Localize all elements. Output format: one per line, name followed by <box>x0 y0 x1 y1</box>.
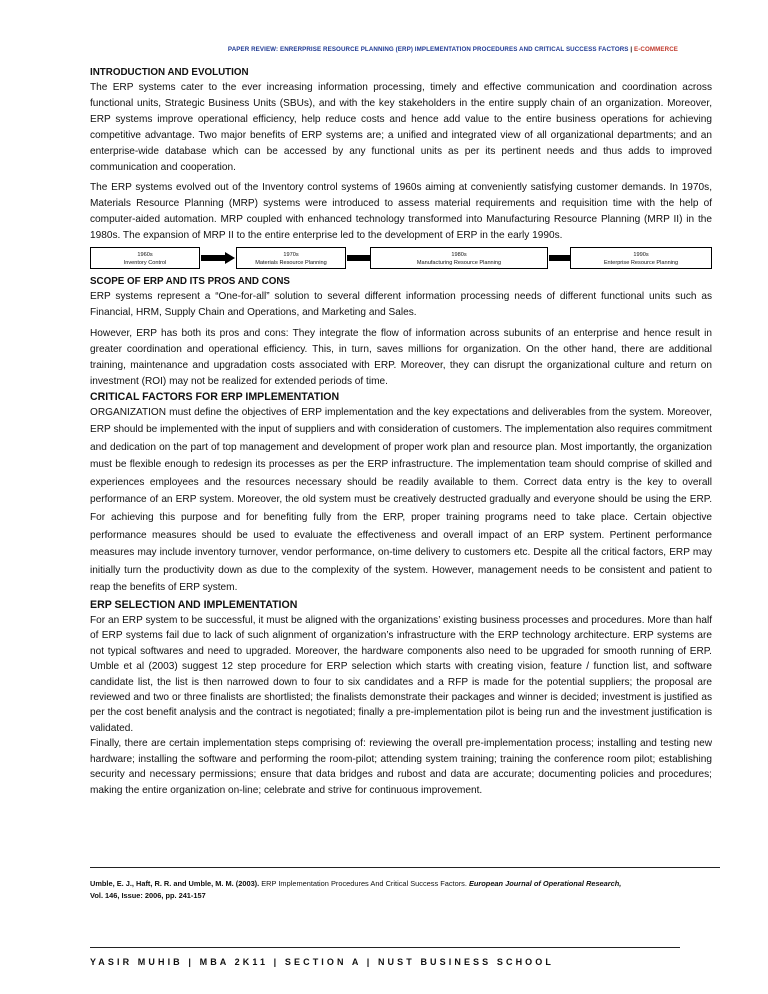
citation-divider <box>90 867 720 868</box>
timeline-label: Inventory Control <box>123 260 167 267</box>
intro-paragraph-2: The ERP systems evolved out of the Inventory control systems of 1960s aiming at conveniently satisfying customer demands. In 1970s, Materials Resource Planning (MRP) systems were introduced to assess material requirements and requisition time with the help of computer-aided automation. MRP coupled with enhanced technology transformed into Manufacturing Resource Planning (MRP II) in the 1980s. The expansion of MRP II to the entire enterprise led to the development of ERP in the early 1990s. <box>90 182 712 242</box>
arrow-right-icon <box>201 252 235 264</box>
page-footer: YASIR MUHIB | MBA 2K11 | SECTION A | NUST BUSINESS SCHOOL <box>90 957 554 967</box>
scope-paragraph-1: ERP systems represent a “One-for-all” solution to several different information processing needs of different functional units such as Financial, HRM, Supply Chain and Operations, and Marketing and Sales. <box>90 291 712 318</box>
selection-paragraph-1: For an ERP system to be successful, it must be aligned with the organizations’ existing business processes and procedures. More than half of ERP systems fail due to lack of such alignment of organization’s infrastructure with the ERP technology architecture. ERP systems are not typical softwares and need to upgraded. Moreover, the hardware components also need to be upgraded for smooth running of ERP. Umble et al (2003) suggest 12 step procedure for ERP selection which starts with creating vision, feature / function list, and software candidate list, the list is then narrowed down to four to six candidates and a RFP is made for the potential suppliers; the proposal are reviewed and two or three finalists are shortlisted; the finalists demonstrate their packages and winner is decided; investment is justified as per the cost benefit analysis and the contract is negotiated; finally a pre-implementation pilot is being run and the investment justification is validated. <box>90 615 712 734</box>
section-heading-selection: ERP SELECTION AND IMPLEMENTATION <box>90 599 298 612</box>
citation-journal: European Journal of Operational Research, <box>468 879 622 888</box>
timeline-box-1960s <box>90 247 200 269</box>
erp-evolution-timeline <box>90 246 712 274</box>
citation-details: Vol. 146, Issue: 2006, pp. 241-157 <box>90 891 206 900</box>
reference-citation <box>90 878 710 902</box>
critical-paragraph: ORGANIZATION must define the objectives of ERP implementation and the key expectations and deliverables from the system. Moreover, ERP should be implemented with the input of suppliers and with consideration of customers. The implementation also requires commitment and dedication on the part of top management and development of proper work plan and resource plan. Most importantly, the organization must be flexible enough to redesign its processes as per the ERP infrastructure. The implementation team should comprise of skilled and experiences employees and the resources necessary should be readily available to them. Correct data entry is the key to overall performance of an ERP system. Moreover, the old system must be creatively destructed gradually and everyone should be using the ERP. For achieving this purpose and for benefiting fully from the ERP, proper training programs need to take place. Certain objective performance measures should be used to evaluate the effectiveness and overall impact of an ERP system. Pertinent performance measures may include inventory turnover, vendor performance, on-time delivery to customers etc. Despite all the critical factors, ERP may initially turn the productivity down as due to the complexity of the system. However, management needs to be consistent and patient to reap the benefits of ERP system. <box>90 406 712 594</box>
section-heading-critical: CRITICAL FACTORS FOR ERP IMPLEMENTATION <box>90 390 340 403</box>
timeline-year: 1970s <box>283 252 299 259</box>
timeline-label: Materials Resource Planning <box>255 260 327 267</box>
running-header <box>228 46 678 53</box>
timeline-year: 1960s <box>137 252 153 259</box>
section-heading-scope: SCOPE OF ERP AND ITS PROS AND CONS <box>90 276 290 288</box>
footer-divider <box>90 947 680 948</box>
body-content <box>90 66 712 798</box>
running-header-separator: | <box>630 46 633 53</box>
timeline-label: Enterprise Resource Planning <box>603 260 679 267</box>
selection-paragraph-2: Finally, there are certain implementation steps comprising of: reviewing the overall pre-implementation process; installing and testing new hardware; installing the software and performing the room-pilot; attending system training; training the conference room pilot; establishing security and necessary permissions; ensure that data bridges and rubost and data are accurate; documenting policies and procedures; making the entire organization on-line; celebrate and strive for continuous improvement. <box>90 738 712 796</box>
scope-paragraph-2: However, ERP has both its pros and cons: They integrate the flow of information across subunits of an enterprise and hence result in greater coordination and operational efficiency. This, in turn, saves millions for organization. On the other hand, there are additional training, maintenance and upgradation costs associated with ERP. Moreover, they can disrupt the organizational culture and return on investment (ROI) may not be realized for extended periods of time. <box>90 327 712 387</box>
running-header-title: PAPER REVIEW: ENRERPRISE RESOURCE PLANNING (ERP) IMPLEMENTATION PROCEDURES AND CRITICAL SUCCESS FACTORS <box>227 46 629 53</box>
timeline-box-1970s <box>236 247 346 269</box>
timeline-box-1990s <box>570 247 712 269</box>
timeline-year: 1980s <box>451 252 467 259</box>
timeline-year: 1990s <box>633 252 649 259</box>
running-header-course: E-COMMERCE <box>634 46 678 53</box>
timeline-box-1980s <box>370 247 548 269</box>
intro-paragraph-1: The ERP systems cater to the ever increasing information processing, timely and effective communication and coordination across functional units, Strategic Business Units (SBUs), and with the key stakeholders in the entire supply chain of an organization. Moreover, ERP systems improve operational efficiency, help reduce costs and hence add value to the entire business operations for achieving competitive advantage. Two major benefits of ERP systems are; a unified and integrated view of all organizational departments; and an enterprise-wide database which can be accessed by any functional units as per its pertinent needs and thus adds to improved communication and cooperation. <box>90 82 712 173</box>
section-heading-intro: INTRODUCTION AND EVOLUTION <box>90 67 249 78</box>
citation-title: ERP Implementation Procedures And Critical Success Factors. <box>259 879 469 888</box>
timeline-label: Manufacturing Resource Planning <box>416 260 502 267</box>
citation-authors: Umble, E. J., Haft, R. R. and Umble, M. M. (2003). <box>90 879 260 888</box>
